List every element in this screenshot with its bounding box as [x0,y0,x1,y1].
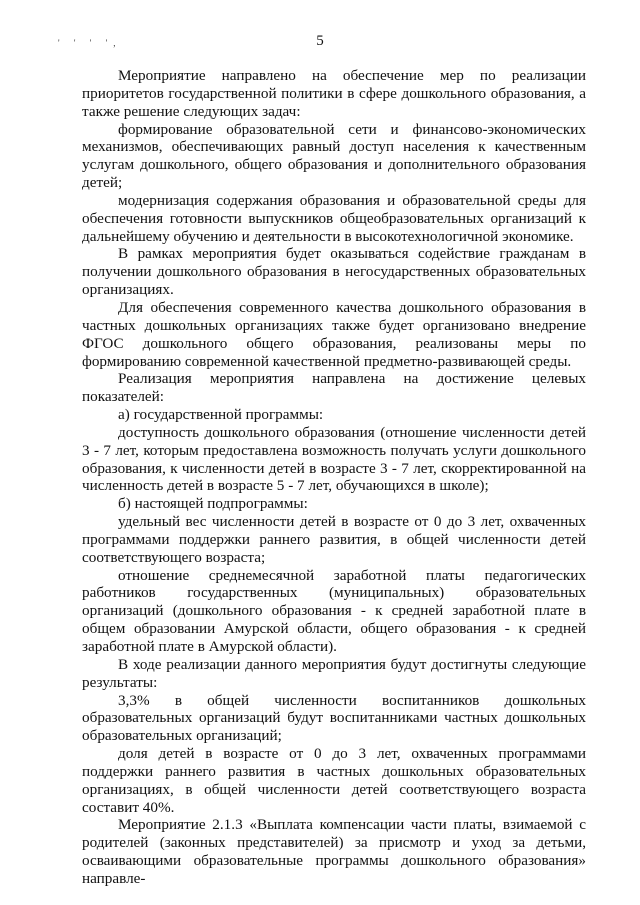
paragraph: модернизация содержания образования и образовательной среды для обеспечения готовности выпускников общеобразовательных организаций к дальнейшему обучению и деятельности в высокотехнологичной экономике. [82,191,586,245]
scan-marks: ' ' ' ', [58,38,122,48]
paragraph: Реализация мероприятия направлена на достижение целевых показателей: [82,370,586,406]
paragraph: а) государственной программы: [118,406,324,424]
paragraph: б) настоящей подпрограммы: [118,495,308,513]
page-number: 5 [316,33,324,49]
document-body [82,67,586,888]
paragraph: доля детей в возрасте от 0 до 3 лет, охваченных программами поддержки раннего развития в частных дошкольных образовательных организациях, в общей численности детей соответствующего возраста составит 40%. [82,745,586,816]
paragraph: Мероприятие 2.1.3 «Выплата компенсации части платы, взимаемой с родителей (законных представителей) за присмотр и уход за детьми, осваивающими образовательные программы дошкольного образования» направле- [82,816,586,887]
paragraph: удельный вес численности детей в возрасте от 0 до 3 лет, охваченных программами поддержки раннего развития, в общей численности детей соответствующего возраста; [82,513,586,566]
paragraph: отношение среднемесячной заработной платы педагогических работников государственных (муниципальных) образовательных организаций (дошкольного образования - к средней заработной плате в общем образовании Амурской области, общего образования - к средней заработной плате в Амурской области). [82,566,586,655]
paragraph: В ходе реализации данного мероприятия будут достигнуты следующие результаты: [82,655,586,691]
paragraph: В рамках мероприятия будет оказываться содействие гражданам в получении дошкольного образования в негосударственных образовательных организациях. [82,245,586,299]
paragraph: Мероприятие направлено на обеспечение мер по реализации приоритетов государственной политики в сфере дошкольного образования, а также решение следующих задач: [82,67,586,120]
paragraph: Для обеспечения современного качества дошкольного образования в частных дошкольных организациях также будет организовано внедрение ФГОС дошкольного общего образования, реализованы меры по формированию современной качественной предметно-развивающей среды. [82,298,586,370]
paragraph: 3,3% в общей численности воспитанников дошкольных образовательных организаций будут воспитанниками частных дошкольных образовательных организаций; [82,691,586,745]
paragraph: доступность дошкольного образования (отношение численности детей 3 - 7 лет, которым предоставлена возможность получать услуги дошкольного образования, к численности детей в возрасте 3 - 7 лет, скорректированной на численность детей в возрасте 5 - 7 лет, обучающихся в школе); [82,423,586,495]
paragraph: формирование образовательной сети и финансово-экономических механизмов, обеспечивающих равный доступ населения к качественным услугам дошкольного, общего образования и дополнительного образования детей; [82,120,586,192]
